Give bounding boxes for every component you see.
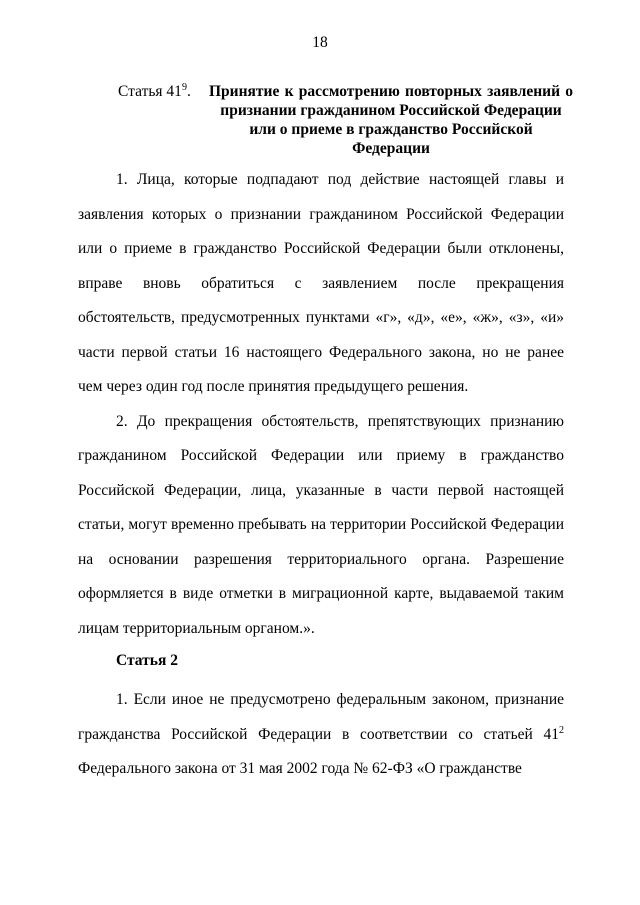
article-body — [78, 163, 564, 646]
article-title-line-3: или о приеме в гражданство Российской Федерации — [249, 121, 533, 157]
paragraph-2: 2. До прекращения обстоятельств, препятствующих признанию гражданином Российской Федерации или приему в гражданство Российской Федерации, лица, указанные в части первой настоящей статьи, могут временно пребывать на территории Российской Федерации на основании разрешения территориального органа. Разрешение оформляется в виде отметки в миграционной карте, выдаваемой таким лицам территориальным органом.». — [78, 412, 564, 637]
article-label — [118, 82, 191, 101]
article-label-dot: . — [186, 83, 191, 100]
article-2-paragraph-1-start: 1. Если иное не предусмотрено федеральным законом, признание гражданства Российской Федерации в соответствии со статьей 41 — [78, 691, 564, 743]
page-number: 18 — [312, 34, 328, 51]
article-2-paragraph-1 — [78, 683, 564, 787]
article-title-line-2: признании гражданином Российской Федерации — [220, 102, 562, 119]
article-2-paragraph-1-end: Федерального закона от 31 мая 2002 года № 62-ФЗ «О гражданстве — [78, 760, 522, 777]
paragraph-1: 1. Лица, которые подпадают под действие настоящей главы и заявления которых о признании гражданином Российской Федерации или о приеме в гражданство Российской Федерации были отклонены, вправе вновь обратиться с заявлением после прекращения обстоятельств, предусмотренных пунктами «г», «д», «е», «ж», «з», «и» части первой статьи 16 настоящего Федерального закона, но не ранее чем через один год после принятия предыдущего решения. — [78, 171, 564, 395]
section-heading-article-2: Статья 2 — [116, 652, 178, 669]
article-title — [209, 82, 573, 158]
article-label-text: Статья 41 — [118, 83, 182, 100]
article-title-line-1: Принятие к рассмотрению повторных заявлений о — [209, 83, 573, 100]
article-2-body — [78, 683, 564, 787]
article-2-paragraph-1-superscript: 2 — [559, 724, 564, 736]
article-label-superscript: 9 — [181, 81, 187, 93]
